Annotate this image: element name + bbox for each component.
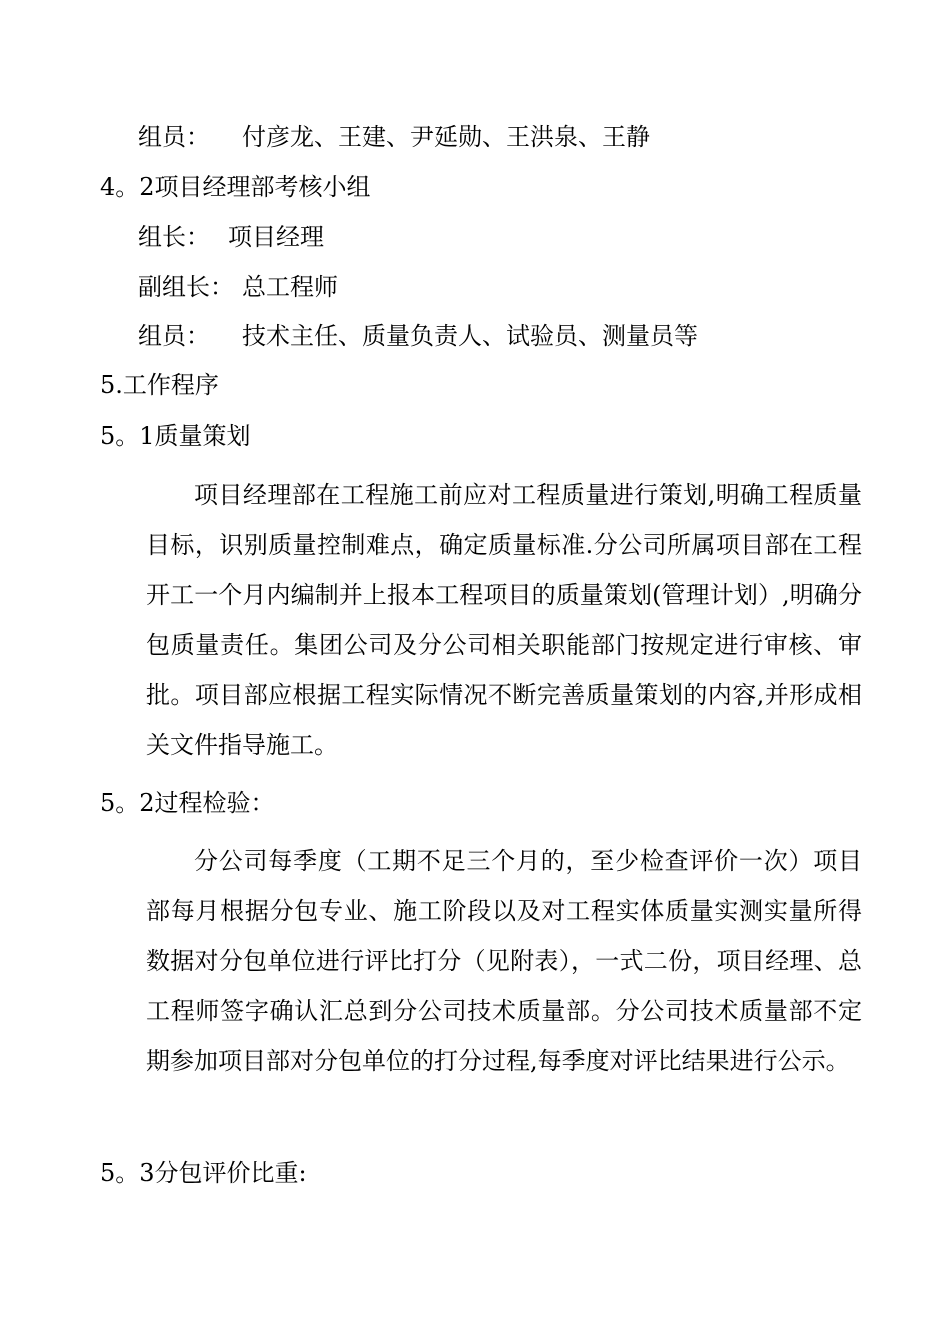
heading-5: 5.工作程序 — [100, 371, 219, 399]
team-leader-value: 项目经理 — [228, 223, 324, 251]
team-members-value-2: 技术主任、质量负责人、试验员、测量员等 — [242, 322, 698, 350]
deputy-leader-value: 总工程师 — [242, 273, 338, 301]
team-members-line — [138, 122, 650, 152]
heading-4-2: 4。2项目经理部考核小组 — [100, 173, 371, 201]
deputy-leader-label: 副组长： — [138, 273, 234, 301]
team-members-value: 付彦龙、王建、尹延勋、王洪泉、王静 — [242, 123, 650, 151]
team-members-label: 组员： — [138, 123, 210, 151]
heading-5-1: 5。1质量策划 — [100, 422, 251, 450]
team-leader-line — [138, 222, 324, 252]
team-members-label-2: 组员： — [138, 322, 210, 350]
team-leader-label: 组长： — [138, 223, 210, 251]
paragraph-process-inspection: 分公司每季度（工期不足三个月的，至少检查评价一次）项目部每月根据分包专业、施工阶段以及对工程实体质量实测实量所得数据对分包单位进行评比打分（见附表），一式二份，项目经理、总工程师签字确认汇总到分公司技术质量部。分公司技术质量部不定期参加项目部对分包单位的打分过程,每季度对评比结果进行公示。 — [146, 847, 862, 1075]
paragraph-quality-planning: 项目经理部在工程施工前应对工程质量进行策划,明确工程质量目标，识别质量控制难点，确定质量标准.分公司所属项目部在工程开工一个月内编制并上报本工程项目的质量策划(管理计划）,明确分包质量责任。集团公司及分公司相关职能部门按规定进行审核、审批。项目部应根据工程实际情况不断完善质量策划的内容,并形成相关文件指导施工。 — [146, 481, 862, 759]
heading-5-3: 5。3分包评价比重: — [100, 1159, 307, 1187]
team-members-line-2 — [138, 321, 698, 351]
deputy-leader-line — [138, 272, 338, 302]
heading-5-2: 5。2过程检验： — [100, 789, 275, 817]
